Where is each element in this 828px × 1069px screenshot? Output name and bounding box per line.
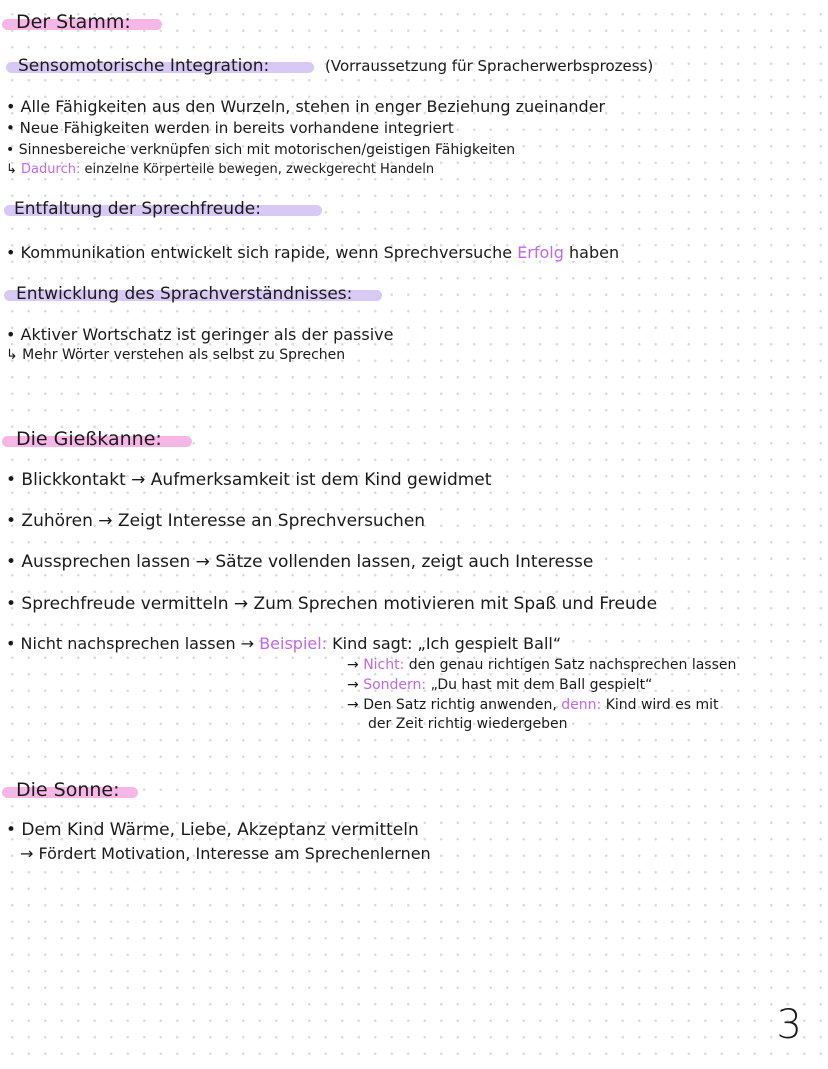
sub-bullet-line: ↳ Mehr Wörter verstehen als selbst zu Sprechen [6, 347, 346, 363]
not-text: den genau richtigen Satz nachsprechen lassen [408, 657, 737, 673]
bullet-line: • Aktiver Wortschatz ist geringer als der passive [6, 325, 394, 344]
bullet-line [6, 243, 619, 262]
prerequisite-note: (Vorraussetzung für Spracherwerbsprozess) [325, 57, 654, 75]
list-item: • Aussprechen lassen → Sätze vollenden lassen, zeigt auch Interesse [6, 552, 594, 572]
apply-text: Den Satz richtig anwenden, [363, 697, 557, 713]
example-detail-line: der Zeit richtig wiedergeben [368, 716, 568, 732]
example-detail-line [347, 677, 652, 694]
not-label: Nicht: [363, 657, 405, 673]
instead-label: Sondern: [363, 677, 427, 693]
list-item-text: • Nicht nachsprechen lassen → [6, 634, 255, 653]
bullet-line: • Alle Fähigkeiten aus den Wurzeln, stehen in enger Beziehung zueinander [6, 97, 606, 116]
heading-die-sonne [16, 778, 120, 802]
heading-der-stamm [16, 10, 131, 34]
heading-die-giesskanne [16, 427, 162, 451]
result-text: einzelne Körperteile bewegen, zweckgerecht Handeln [84, 162, 435, 177]
subheading-text: Entfaltung der Sprechfreude: [14, 199, 261, 219]
example-label: Beispiel: [259, 634, 328, 653]
bullet-text: haben [569, 243, 620, 262]
bullet-line: • Sinnesbereiche verknüpfen sich mit motorischen/geistigen Fähigkeiten [6, 142, 516, 158]
list-item: • Zuhören → Zeigt Interesse an Sprechversuchen [6, 511, 426, 531]
subheading-sprachverstaendnis [16, 283, 352, 305]
subheading-sensomotorische-integration [18, 55, 269, 77]
example-detail-line [347, 657, 736, 674]
arrow-glyph: → [347, 657, 359, 673]
because-label: denn: [561, 697, 602, 713]
subheading-text: Sensomotorische Integration: [18, 56, 270, 76]
instead-text: „Du hast mit dem Ball gespielt“ [430, 677, 653, 693]
list-item [6, 634, 561, 653]
arrow-glyph: → [347, 677, 359, 693]
result-label: Dadurch: [21, 162, 81, 177]
apply-text: Kind wird es mit [605, 697, 719, 713]
highlight-word: Erfolg [517, 243, 564, 262]
arrow-glyph: ↳ [6, 162, 17, 177]
arrow-glyph: → [347, 697, 359, 713]
bullet-line: • Dem Kind Wärme, Liebe, Akzeptanz vermitteln [6, 820, 419, 840]
heading-text: Der Stamm: [16, 11, 131, 33]
list-item: • Sprechfreude vermitteln → Zum Sprechen motivieren mit Spaß und Freude [6, 594, 658, 614]
example-detail-line [347, 697, 719, 714]
example-text: Kind sagt: „Ich gespielt Ball“ [332, 634, 562, 653]
page-number: 3 [776, 1002, 802, 1048]
subheading-text: Entwicklung des Sprachverständnisses: [16, 284, 353, 304]
bullet-text: • Kommunikation entwickelt sich rapide, wenn Sprechversuche [6, 243, 513, 262]
heading-text: Die Gießkanne: [16, 428, 162, 450]
bullet-line: • Neue Fähigkeiten werden in bereits vorhandene integriert [6, 119, 454, 137]
heading-text: Die Sonne: [16, 779, 120, 801]
subheading-entfaltung-sprechfreude [14, 198, 261, 220]
result-line [6, 162, 434, 178]
list-item: • Blickkontakt → Aufmerksamkeit ist dem Kind gewidmet [6, 470, 492, 490]
bullet-line: → Fördert Motivation, Interesse am Sprechenlernen [20, 844, 431, 863]
